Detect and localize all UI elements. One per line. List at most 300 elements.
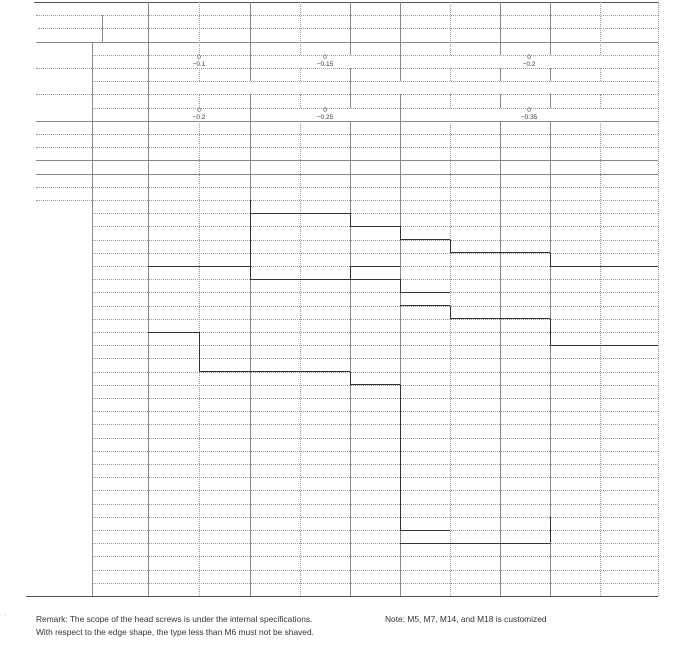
s-value bbox=[600, 94, 658, 107]
table-top-border bbox=[34, 2, 658, 3]
pitch-detail-value bbox=[250, 28, 300, 41]
thread-length-value bbox=[600, 517, 658, 530]
da-value bbox=[500, 160, 550, 173]
tolerance-lower: −0.25 bbox=[316, 114, 334, 122]
length-value bbox=[92, 240, 148, 253]
thread-length-boundary bbox=[450, 240, 451, 253]
size-header-4 bbox=[350, 2, 400, 15]
thread-length-boundary bbox=[350, 279, 400, 280]
column-divider bbox=[350, 121, 351, 596]
column-divider bbox=[300, 68, 301, 81]
column-divider bbox=[600, 121, 601, 596]
column-divider bbox=[450, 2, 451, 55]
column-divider bbox=[250, 94, 251, 107]
column-divider bbox=[250, 68, 251, 81]
length-value bbox=[92, 556, 148, 569]
column-divider bbox=[400, 68, 401, 81]
k-value bbox=[600, 68, 658, 81]
thread-length-boundary bbox=[400, 530, 450, 531]
row-divider bbox=[92, 583, 658, 584]
row-divider bbox=[92, 240, 658, 241]
dk-value bbox=[450, 134, 500, 147]
size-header-9 bbox=[600, 2, 658, 15]
pitch-detail-value bbox=[148, 28, 199, 41]
pitch-label-pitch bbox=[36, 28, 102, 41]
ds-basic-value bbox=[402, 42, 448, 55]
s-value bbox=[250, 94, 300, 107]
ab-label bbox=[36, 187, 92, 200]
column-divider bbox=[500, 68, 501, 81]
length-value bbox=[92, 464, 148, 477]
k-tolerance-value bbox=[350, 81, 658, 94]
thread-length-boundary bbox=[550, 266, 658, 267]
thread-length-boundary bbox=[199, 332, 200, 372]
row-divider bbox=[92, 372, 658, 373]
row-divider bbox=[36, 174, 658, 175]
ab-value bbox=[450, 187, 500, 200]
row-divider bbox=[92, 530, 658, 531]
column-divider bbox=[300, 94, 301, 107]
length-value bbox=[92, 411, 148, 424]
z-value bbox=[550, 174, 600, 187]
tolerance-upper: 0 bbox=[323, 107, 327, 115]
column-divider bbox=[350, 2, 351, 55]
thread-length-boundary bbox=[450, 306, 451, 319]
pitch-detail-value bbox=[550, 28, 600, 41]
customization-note: Note: M5, M7, M14, and M18 is customized bbox=[385, 614, 547, 624]
column-divider bbox=[102, 15, 103, 41]
r-sub-label bbox=[92, 147, 148, 160]
ab-value bbox=[300, 187, 350, 200]
z-sub-label bbox=[92, 174, 148, 187]
r-value bbox=[300, 147, 350, 160]
r-value bbox=[350, 147, 400, 160]
column-divider bbox=[199, 94, 200, 107]
tolerance-lower: −0.1 bbox=[192, 61, 206, 69]
tolerance-upper: 0 bbox=[527, 54, 531, 62]
row-divider bbox=[92, 108, 658, 109]
thread-length-boundary bbox=[500, 252, 550, 253]
dk-value bbox=[400, 134, 450, 147]
s-tolerance-label bbox=[92, 108, 148, 121]
r-value bbox=[450, 147, 500, 160]
r-value bbox=[500, 147, 550, 160]
dk-value bbox=[350, 134, 400, 147]
length-value bbox=[92, 451, 148, 464]
k-value bbox=[148, 68, 199, 81]
da-value bbox=[148, 160, 199, 173]
tolerance-upper: 0 bbox=[197, 54, 201, 62]
tolerance-upper: 0 bbox=[527, 107, 531, 115]
pitch-normal-value bbox=[300, 15, 350, 28]
ds-tolerance-label bbox=[92, 55, 148, 68]
row-divider bbox=[92, 464, 658, 465]
row-divider bbox=[92, 570, 658, 571]
column-divider bbox=[400, 55, 401, 68]
ab-value bbox=[600, 187, 658, 200]
z-value bbox=[400, 174, 450, 187]
thread-length-boundary bbox=[450, 318, 550, 319]
column-divider bbox=[400, 2, 401, 55]
ab-value bbox=[148, 187, 199, 200]
column-divider bbox=[199, 68, 200, 81]
dk-value bbox=[250, 134, 300, 147]
e-label bbox=[36, 121, 92, 134]
size-header-5 bbox=[400, 2, 450, 15]
length-value bbox=[92, 385, 148, 398]
thread-length-boundary bbox=[250, 213, 350, 214]
thread-length-boundary bbox=[400, 385, 401, 530]
size-header-8 bbox=[550, 2, 600, 15]
row-divider bbox=[92, 411, 658, 412]
thread-length-boundary bbox=[550, 319, 551, 345]
r-value bbox=[400, 147, 450, 160]
ds-basic-value bbox=[352, 42, 398, 55]
thread-length-value bbox=[250, 319, 300, 332]
da-value bbox=[400, 160, 450, 173]
da-value bbox=[250, 160, 300, 173]
thread-length-boundary bbox=[400, 226, 401, 239]
k-value bbox=[250, 68, 300, 81]
pitch-label-screw bbox=[36, 15, 102, 28]
row-divider bbox=[92, 319, 658, 320]
e-value bbox=[148, 121, 199, 134]
row-divider bbox=[92, 81, 658, 82]
s-value bbox=[550, 94, 600, 107]
size-header-2 bbox=[250, 2, 300, 15]
row-divider bbox=[92, 451, 658, 452]
k-tolerance-value bbox=[148, 81, 350, 94]
thread-length-value bbox=[400, 372, 450, 385]
pitch-detail-label bbox=[102, 28, 148, 41]
r-value bbox=[600, 147, 658, 160]
tolerance-lower: −0.2 bbox=[192, 114, 206, 122]
thread-length-boundary bbox=[199, 371, 350, 372]
row-divider bbox=[36, 187, 658, 188]
s-label bbox=[36, 94, 92, 120]
remark-line-2: With respect to the edge shape, the type less than M6 must not be shaved. bbox=[36, 627, 314, 637]
row-divider bbox=[36, 15, 658, 16]
dk-value bbox=[199, 134, 250, 147]
length-value bbox=[92, 543, 148, 556]
length-value bbox=[92, 517, 148, 530]
column-divider bbox=[500, 2, 501, 55]
remark-line-1: Remark: The scope of the head screws is under the internal specifications. bbox=[36, 614, 313, 624]
k-value bbox=[300, 68, 350, 81]
column-divider bbox=[400, 108, 401, 121]
dk-value bbox=[600, 134, 658, 147]
thread-length-value bbox=[300, 319, 350, 332]
thread-length-value bbox=[550, 411, 600, 424]
thread-length-boundary bbox=[148, 266, 250, 267]
thread-length-value bbox=[199, 306, 250, 319]
ab-value bbox=[550, 187, 600, 200]
column-divider bbox=[250, 55, 251, 68]
thread-length-boundary bbox=[250, 266, 251, 279]
ab-value bbox=[400, 187, 450, 200]
r-value bbox=[550, 147, 600, 160]
length-value bbox=[92, 477, 148, 490]
thread-length-value bbox=[400, 517, 450, 530]
column-divider bbox=[350, 68, 351, 81]
pitch-detail-value bbox=[450, 28, 500, 41]
length-value bbox=[92, 226, 148, 239]
s-tolerance-value bbox=[400, 108, 658, 121]
thread-length-boundary bbox=[350, 213, 351, 226]
da-value bbox=[350, 160, 400, 173]
thread-length-boundary bbox=[400, 292, 450, 293]
row-divider bbox=[36, 160, 658, 161]
da-sub-label bbox=[92, 160, 148, 173]
thread-length-boundary bbox=[350, 384, 400, 385]
row-divider bbox=[92, 213, 658, 214]
ab-value bbox=[500, 187, 550, 200]
column-divider bbox=[300, 121, 301, 596]
z-value bbox=[199, 174, 250, 187]
ds-basic-label bbox=[92, 42, 148, 55]
thread-length-value bbox=[450, 517, 500, 530]
row-divider bbox=[92, 477, 658, 478]
thread-length-boundary bbox=[250, 200, 251, 266]
length-label-korean bbox=[36, 381, 92, 394]
column-divider bbox=[92, 42, 93, 596]
s-value bbox=[350, 94, 400, 107]
tolerance-upper: 0 bbox=[323, 54, 327, 62]
pitch-normal-value bbox=[250, 15, 300, 28]
k-value bbox=[550, 68, 600, 81]
length-value bbox=[92, 306, 148, 319]
row-divider bbox=[92, 398, 658, 399]
column-divider bbox=[500, 94, 501, 107]
length-value bbox=[92, 530, 148, 543]
r-value bbox=[250, 147, 300, 160]
dk-label bbox=[36, 134, 92, 147]
column-divider bbox=[658, 2, 659, 596]
length-value bbox=[92, 279, 148, 292]
s-tolerance-value bbox=[148, 108, 250, 121]
thread-length-boundary bbox=[400, 543, 550, 544]
ab-value bbox=[199, 187, 250, 200]
length-value bbox=[92, 213, 148, 226]
row-divider bbox=[92, 424, 658, 425]
row-divider bbox=[36, 94, 658, 95]
size-header-7 bbox=[500, 2, 550, 15]
row-divider bbox=[92, 517, 658, 518]
dk-value bbox=[500, 134, 550, 147]
z-value bbox=[350, 174, 400, 187]
s-value bbox=[400, 94, 450, 107]
k-value bbox=[350, 68, 400, 81]
k-value bbox=[450, 68, 500, 81]
thread-length-boundary bbox=[350, 226, 400, 227]
pitch-normal-value bbox=[600, 15, 658, 28]
thread-length-boundary bbox=[400, 279, 401, 292]
row-divider bbox=[36, 200, 658, 201]
thread-length-boundary bbox=[350, 266, 351, 279]
k-label bbox=[36, 68, 92, 94]
pitch-normal-label bbox=[102, 15, 148, 28]
thread-length-boundary bbox=[450, 252, 500, 253]
length-value bbox=[92, 490, 148, 503]
row-divider bbox=[92, 292, 658, 293]
length-value bbox=[92, 424, 148, 437]
size-header-3 bbox=[300, 2, 350, 15]
ds-basic-value bbox=[150, 42, 197, 55]
column-divider bbox=[148, 2, 149, 596]
ds-basic-value bbox=[552, 42, 598, 55]
column-divider bbox=[400, 94, 401, 107]
ds-basic-value bbox=[201, 42, 248, 55]
column-divider bbox=[600, 68, 601, 81]
thread-length-boundary bbox=[350, 372, 351, 385]
pitch-normal-value bbox=[199, 15, 250, 28]
row-divider bbox=[92, 358, 658, 359]
e-sub-label bbox=[92, 121, 148, 134]
thread-length-value bbox=[500, 385, 550, 398]
ab-sub-label bbox=[92, 187, 148, 200]
row-divider bbox=[92, 253, 658, 254]
row-divider bbox=[92, 490, 658, 491]
length-value bbox=[92, 266, 148, 279]
row-divider bbox=[92, 504, 658, 505]
column-divider bbox=[450, 121, 451, 596]
r-value bbox=[148, 147, 199, 160]
row-divider bbox=[92, 556, 658, 557]
pitch-detail-value bbox=[300, 28, 350, 41]
z-value bbox=[300, 174, 350, 187]
pitch-normal-value bbox=[350, 15, 400, 28]
length-value bbox=[92, 332, 148, 345]
e-value bbox=[199, 121, 250, 134]
thread-length-value bbox=[450, 385, 500, 398]
row-divider bbox=[36, 147, 658, 148]
length-value bbox=[92, 358, 148, 371]
ds-label bbox=[36, 42, 92, 68]
thread-length-boundary bbox=[250, 279, 350, 280]
column-divider bbox=[550, 2, 551, 55]
ds-basic-value bbox=[252, 42, 298, 55]
da-value bbox=[450, 160, 500, 173]
s-tolerance-value bbox=[250, 108, 400, 121]
da-value bbox=[550, 160, 600, 173]
pitch-detail-value bbox=[500, 28, 550, 41]
da-value bbox=[600, 160, 658, 173]
thread-length-boundary bbox=[550, 517, 551, 543]
column-divider bbox=[250, 121, 251, 596]
s-value bbox=[450, 94, 500, 107]
thread-length-boundary bbox=[550, 345, 658, 346]
column-divider bbox=[600, 94, 601, 107]
s-value bbox=[500, 94, 550, 107]
thread-length-value bbox=[350, 332, 400, 345]
z-value bbox=[500, 174, 550, 187]
length-value bbox=[92, 438, 148, 451]
s-value bbox=[148, 94, 199, 107]
row-divider bbox=[36, 134, 658, 135]
tolerance-lower: −0.15 bbox=[316, 61, 334, 69]
length-value bbox=[92, 583, 148, 596]
ds-basic-value bbox=[302, 42, 348, 55]
column-divider bbox=[450, 68, 451, 81]
ds-basic-value bbox=[502, 42, 548, 55]
tolerance-lower: −0.35 bbox=[520, 114, 538, 122]
r-label bbox=[36, 147, 92, 160]
table-bottom-border bbox=[26, 596, 658, 597]
screw-type-label bbox=[36, 2, 148, 15]
column-divider bbox=[350, 94, 351, 107]
dk-value bbox=[300, 134, 350, 147]
k-value bbox=[400, 68, 450, 81]
ab-value bbox=[350, 187, 400, 200]
e-value bbox=[300, 121, 350, 134]
thread-length-value bbox=[550, 517, 600, 530]
column-divider bbox=[250, 108, 251, 121]
length-value bbox=[92, 200, 148, 213]
da-label bbox=[36, 160, 92, 173]
pitch-detail-value bbox=[199, 28, 250, 41]
length-value bbox=[92, 504, 148, 517]
margin-mark: · bbox=[4, 612, 7, 619]
z-label bbox=[36, 174, 92, 187]
k-tolerance-label bbox=[92, 81, 148, 94]
ds-basic-value bbox=[452, 42, 498, 55]
e-value bbox=[350, 121, 400, 134]
ds-tolerance-value bbox=[400, 55, 658, 68]
dk-sub-label bbox=[92, 134, 148, 147]
column-divider bbox=[550, 94, 551, 107]
range-label-char bbox=[350, 253, 400, 266]
pitch-normal-value bbox=[500, 15, 550, 28]
length-value bbox=[92, 253, 148, 266]
z-value bbox=[600, 174, 658, 187]
r-value bbox=[199, 147, 250, 160]
thread-length-boundary bbox=[400, 239, 450, 240]
dk-value bbox=[148, 134, 199, 147]
row-divider bbox=[92, 306, 658, 307]
row-divider bbox=[36, 68, 658, 69]
z-value bbox=[450, 174, 500, 187]
range-label-char bbox=[450, 279, 500, 292]
e-value bbox=[250, 121, 300, 134]
column-divider bbox=[199, 2, 200, 55]
thread-length-value bbox=[500, 517, 550, 530]
thread-length-boundary bbox=[350, 266, 400, 267]
ds-basic-value bbox=[602, 42, 656, 55]
thread-length-boundary bbox=[400, 305, 450, 306]
column-divider bbox=[300, 2, 301, 55]
size-header-0 bbox=[148, 2, 199, 15]
row-divider bbox=[92, 438, 658, 439]
row-divider bbox=[92, 55, 658, 56]
size-header-6 bbox=[450, 2, 500, 15]
column-divider bbox=[450, 94, 451, 107]
s-value bbox=[199, 94, 250, 107]
z-value bbox=[250, 174, 300, 187]
tolerance-lower: −0.2 bbox=[522, 61, 536, 69]
e-value bbox=[400, 121, 450, 134]
range-label-char bbox=[500, 292, 550, 305]
pitch-detail-value bbox=[400, 28, 450, 41]
e-value bbox=[600, 121, 658, 134]
length-value bbox=[92, 319, 148, 332]
row-divider bbox=[36, 121, 658, 122]
thread-length-boundary bbox=[148, 332, 199, 333]
length-value bbox=[92, 372, 148, 385]
thread-length-value bbox=[148, 292, 199, 305]
pitch-normal-value bbox=[450, 15, 500, 28]
ds-tolerance-value bbox=[250, 55, 400, 68]
s-value bbox=[300, 94, 350, 107]
